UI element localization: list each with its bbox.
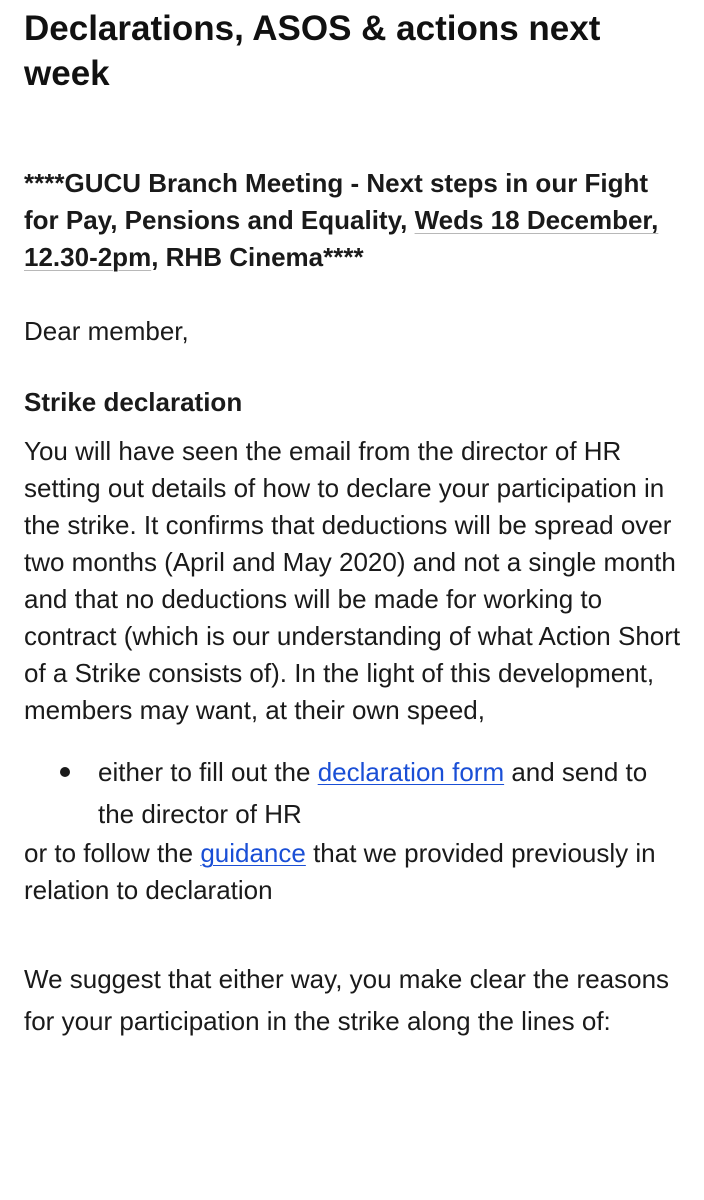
bullet-icon	[60, 767, 70, 777]
bullet-text-after: and send to the director of HR	[98, 757, 648, 829]
bullet-text-before: either to fill out the	[98, 757, 318, 787]
suggestion-paragraph: We suggest that either way, you make clear the reasons for your participation in the strike along the lines of:	[24, 964, 670, 1036]
greeting: Dear member,	[24, 316, 189, 346]
email-title: Declarations, ASOS & actions next week	[24, 9, 601, 93]
meeting-date-link[interactable]: Weds 18 December, 12.30-2pm	[24, 205, 659, 272]
meeting-prefix: ****GUCU Branch Meeting - Next steps in our Fight for Pay, Pensions and Equality,	[24, 168, 649, 235]
meeting-suffix: , RHB Cinema****	[151, 242, 364, 272]
options-list	[24, 751, 680, 835]
guidance-link[interactable]: guidance	[200, 838, 306, 868]
meeting-announcement	[24, 165, 680, 276]
declaration-form-link[interactable]: declaration form	[317, 757, 505, 787]
section-heading-strike-declaration: Strike declaration	[24, 387, 243, 417]
strike-declaration-paragraph: You will have seen the email from the director of HR setting out details of how to declare your participation in the strike. It confirms that deductions will be spread over two months (April and May 2020) and not a single month and that no deductions will be made for working to contract (which is our understanding of what Action Short of a Strike consists of). In the light of this development, members may want, at their own speed,	[24, 436, 681, 725]
list-item	[98, 751, 680, 835]
guidance-paragraph	[24, 835, 680, 909]
guidance-text-before: or to follow the	[24, 838, 201, 868]
guidance-text-after: that we provided previously in relation to declaration	[24, 838, 656, 905]
